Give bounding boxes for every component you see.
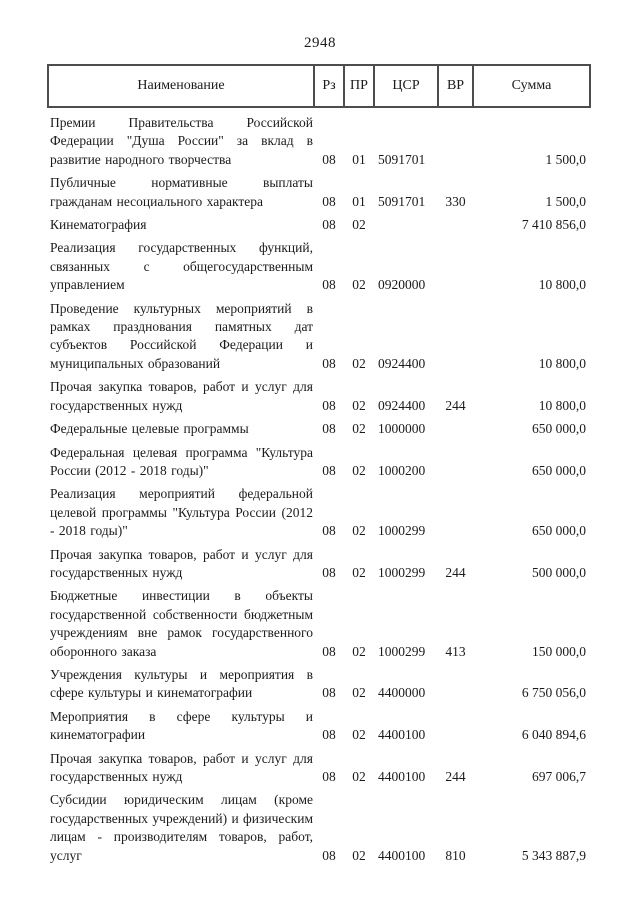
table-row bbox=[48, 583, 590, 662]
row-pr-cell: 02 bbox=[352, 421, 366, 437]
row-sum-cell: 1 500,0 bbox=[545, 193, 586, 209]
row-sum-cell: 5 343 887,9 bbox=[521, 847, 586, 863]
row-name-cell: Учреждения культуры и мероприятия в сфере культуры и кинематографии bbox=[50, 666, 313, 701]
row-sum-cell: 6 040 894,6 bbox=[521, 727, 586, 743]
row-name-cell: Прочая закупка товаров, работ и услуг для государственных нужд bbox=[50, 750, 313, 784]
table-header bbox=[48, 65, 590, 107]
row-pr-cell: 01 bbox=[352, 151, 366, 167]
row-pr-cell: 02 bbox=[352, 397, 366, 413]
row-vr-cell bbox=[438, 296, 473, 375]
row-csr-cell bbox=[374, 212, 438, 235]
row-rz-cell: 08 bbox=[322, 847, 336, 863]
table-row bbox=[48, 296, 590, 375]
header-csr: ЦСР bbox=[374, 65, 438, 107]
row-csr-cell: 1000000 bbox=[378, 421, 426, 437]
table-body bbox=[48, 107, 590, 866]
row-sum-cell: 500 000,0 bbox=[532, 564, 586, 580]
table-row bbox=[48, 170, 590, 212]
row-name-cell: Проведение культурных мероприятий в рамках празднования памятных дат субъектов Российской Федерации и муниципальных образований bbox=[50, 300, 313, 371]
row-vr-cell: 244 bbox=[445, 769, 466, 784]
row-csr-cell: 4400100 bbox=[378, 727, 426, 743]
row-vr-cell bbox=[438, 440, 473, 482]
row-name-cell: Федеральные целевые программы bbox=[50, 421, 249, 437]
table-row bbox=[48, 542, 590, 584]
row-csr-cell: 1000299 bbox=[378, 523, 426, 539]
row-vr-cell bbox=[438, 235, 473, 295]
row-rz-cell: 08 bbox=[322, 564, 336, 580]
row-name-cell: Реализация государственных функций, связанных с общегосударственным управлением bbox=[50, 240, 313, 293]
budget-table bbox=[47, 64, 591, 866]
table-row bbox=[48, 704, 590, 746]
row-name-cell: Реализация мероприятий федеральной целевой программы "Культура России (2012 - 2018 годы)" bbox=[50, 486, 313, 539]
row-rz-cell: 08 bbox=[322, 217, 336, 233]
row-csr-cell: 0924400 bbox=[378, 397, 426, 413]
row-csr-cell: 4400100 bbox=[378, 847, 426, 863]
row-csr-cell: 5091701 bbox=[378, 151, 426, 167]
row-vr-cell: 244 bbox=[445, 564, 466, 580]
row-name-cell: Федеральная целевая программа "Культура России (2012 - 2018 годы)" bbox=[50, 444, 313, 478]
row-csr-cell: 1000299 bbox=[378, 643, 426, 659]
row-pr-cell: 02 bbox=[352, 277, 366, 293]
row-name-cell: Субсидии юридическим лицам (кроме государственных учреждений) и физическим лицам - производителям товаров, работ, услуг bbox=[50, 792, 314, 863]
row-pr-cell: 02 bbox=[352, 727, 366, 743]
row-vr-cell bbox=[438, 662, 473, 704]
row-sum-cell: 150 000,0 bbox=[532, 643, 586, 659]
row-name-cell: Мероприятия в сфере культуры и кинематографии bbox=[50, 708, 313, 743]
row-rz-cell: 08 bbox=[322, 769, 336, 784]
table-row bbox=[48, 746, 590, 788]
table-header-row bbox=[48, 65, 590, 107]
table-row bbox=[48, 416, 590, 439]
row-vr-cell bbox=[438, 107, 473, 170]
row-rz-cell: 08 bbox=[322, 151, 336, 167]
row-pr-cell: 02 bbox=[352, 462, 366, 478]
header-name: Наименование bbox=[48, 65, 314, 107]
row-pr-cell: 01 bbox=[352, 193, 366, 209]
row-pr-cell: 02 bbox=[352, 217, 366, 233]
row-vr-cell bbox=[438, 704, 473, 746]
row-sum-cell: 697 006,7 bbox=[532, 769, 586, 784]
row-pr-cell: 02 bbox=[352, 564, 366, 580]
row-rz-cell: 08 bbox=[322, 193, 336, 209]
row-rz-cell: 08 bbox=[322, 277, 336, 293]
header-vr: ВР bbox=[438, 65, 473, 107]
table-row bbox=[48, 107, 590, 170]
row-rz-cell: 08 bbox=[322, 421, 336, 437]
header-sum: Сумма bbox=[473, 65, 590, 107]
row-csr-cell: 1000200 bbox=[378, 462, 426, 478]
row-name-cell: Прочая закупка товаров, работ и услуг для государственных нужд bbox=[50, 546, 313, 580]
row-name-cell: Премии Правительства Российской Федерации "Душа России" за вклад в развитие народного творчества bbox=[50, 115, 313, 167]
row-name-cell: Кинематография bbox=[50, 217, 147, 233]
row-sum-cell: 6 750 056,0 bbox=[521, 685, 586, 701]
row-sum-cell: 650 000,0 bbox=[532, 421, 586, 437]
row-csr-cell: 0920000 bbox=[378, 277, 426, 293]
row-sum-cell: 10 800,0 bbox=[538, 397, 586, 413]
page-number: 2948 bbox=[304, 35, 336, 51]
row-rz-cell: 08 bbox=[322, 397, 336, 413]
row-vr-cell bbox=[438, 212, 473, 235]
table-row bbox=[48, 235, 590, 295]
header-pr: ПР bbox=[344, 65, 374, 107]
row-name-cell: Бюджетные инвестиции в объекты государственной собственности бюджетным учреждениям вне рамок государственного оборонного заказа bbox=[50, 588, 313, 659]
row-csr-cell: 4400100 bbox=[378, 769, 426, 784]
header-rz: Рз bbox=[314, 65, 344, 107]
row-vr-cell: 244 bbox=[445, 397, 466, 413]
row-pr-cell: 02 bbox=[352, 685, 366, 701]
table-row bbox=[48, 787, 590, 866]
row-pr-cell: 02 bbox=[352, 847, 366, 863]
table-row bbox=[48, 374, 590, 416]
row-csr-cell: 4400000 bbox=[378, 685, 426, 701]
row-sum-cell: 10 800,0 bbox=[538, 355, 586, 371]
row-pr-cell: 02 bbox=[352, 769, 366, 784]
row-name-cell: Публичные нормативные выплаты гражданам несоциального характера bbox=[50, 175, 313, 209]
row-vr-cell: 810 bbox=[445, 847, 466, 863]
row-pr-cell: 02 bbox=[352, 355, 366, 371]
row-name-cell: Прочая закупка товаров, работ и услуг для государственных нужд bbox=[50, 379, 313, 413]
row-sum-cell: 650 000,0 bbox=[532, 523, 586, 539]
row-rz-cell: 08 bbox=[322, 462, 336, 478]
row-rz-cell: 08 bbox=[322, 355, 336, 371]
table-row bbox=[48, 212, 590, 235]
row-rz-cell: 08 bbox=[322, 523, 336, 539]
row-csr-cell: 5091701 bbox=[378, 193, 426, 209]
row-sum-cell: 650 000,0 bbox=[532, 462, 586, 478]
table-row bbox=[48, 662, 590, 704]
row-pr-cell: 02 bbox=[352, 643, 366, 659]
row-vr-cell bbox=[438, 416, 473, 439]
row-csr-cell: 0924400 bbox=[378, 355, 426, 371]
table-row bbox=[48, 481, 590, 541]
row-vr-cell bbox=[438, 481, 473, 541]
row-sum-cell: 10 800,0 bbox=[538, 277, 586, 293]
row-sum-cell: 1 500,0 bbox=[545, 151, 586, 167]
table-row bbox=[48, 440, 590, 482]
row-vr-cell: 413 bbox=[445, 643, 466, 659]
row-sum-cell: 7 410 856,0 bbox=[521, 217, 586, 233]
row-rz-cell: 08 bbox=[322, 727, 336, 743]
row-pr-cell: 02 bbox=[352, 523, 366, 539]
row-csr-cell: 1000299 bbox=[378, 564, 426, 580]
row-rz-cell: 08 bbox=[322, 685, 336, 701]
row-vr-cell: 330 bbox=[445, 193, 466, 209]
row-rz-cell: 08 bbox=[322, 643, 336, 659]
